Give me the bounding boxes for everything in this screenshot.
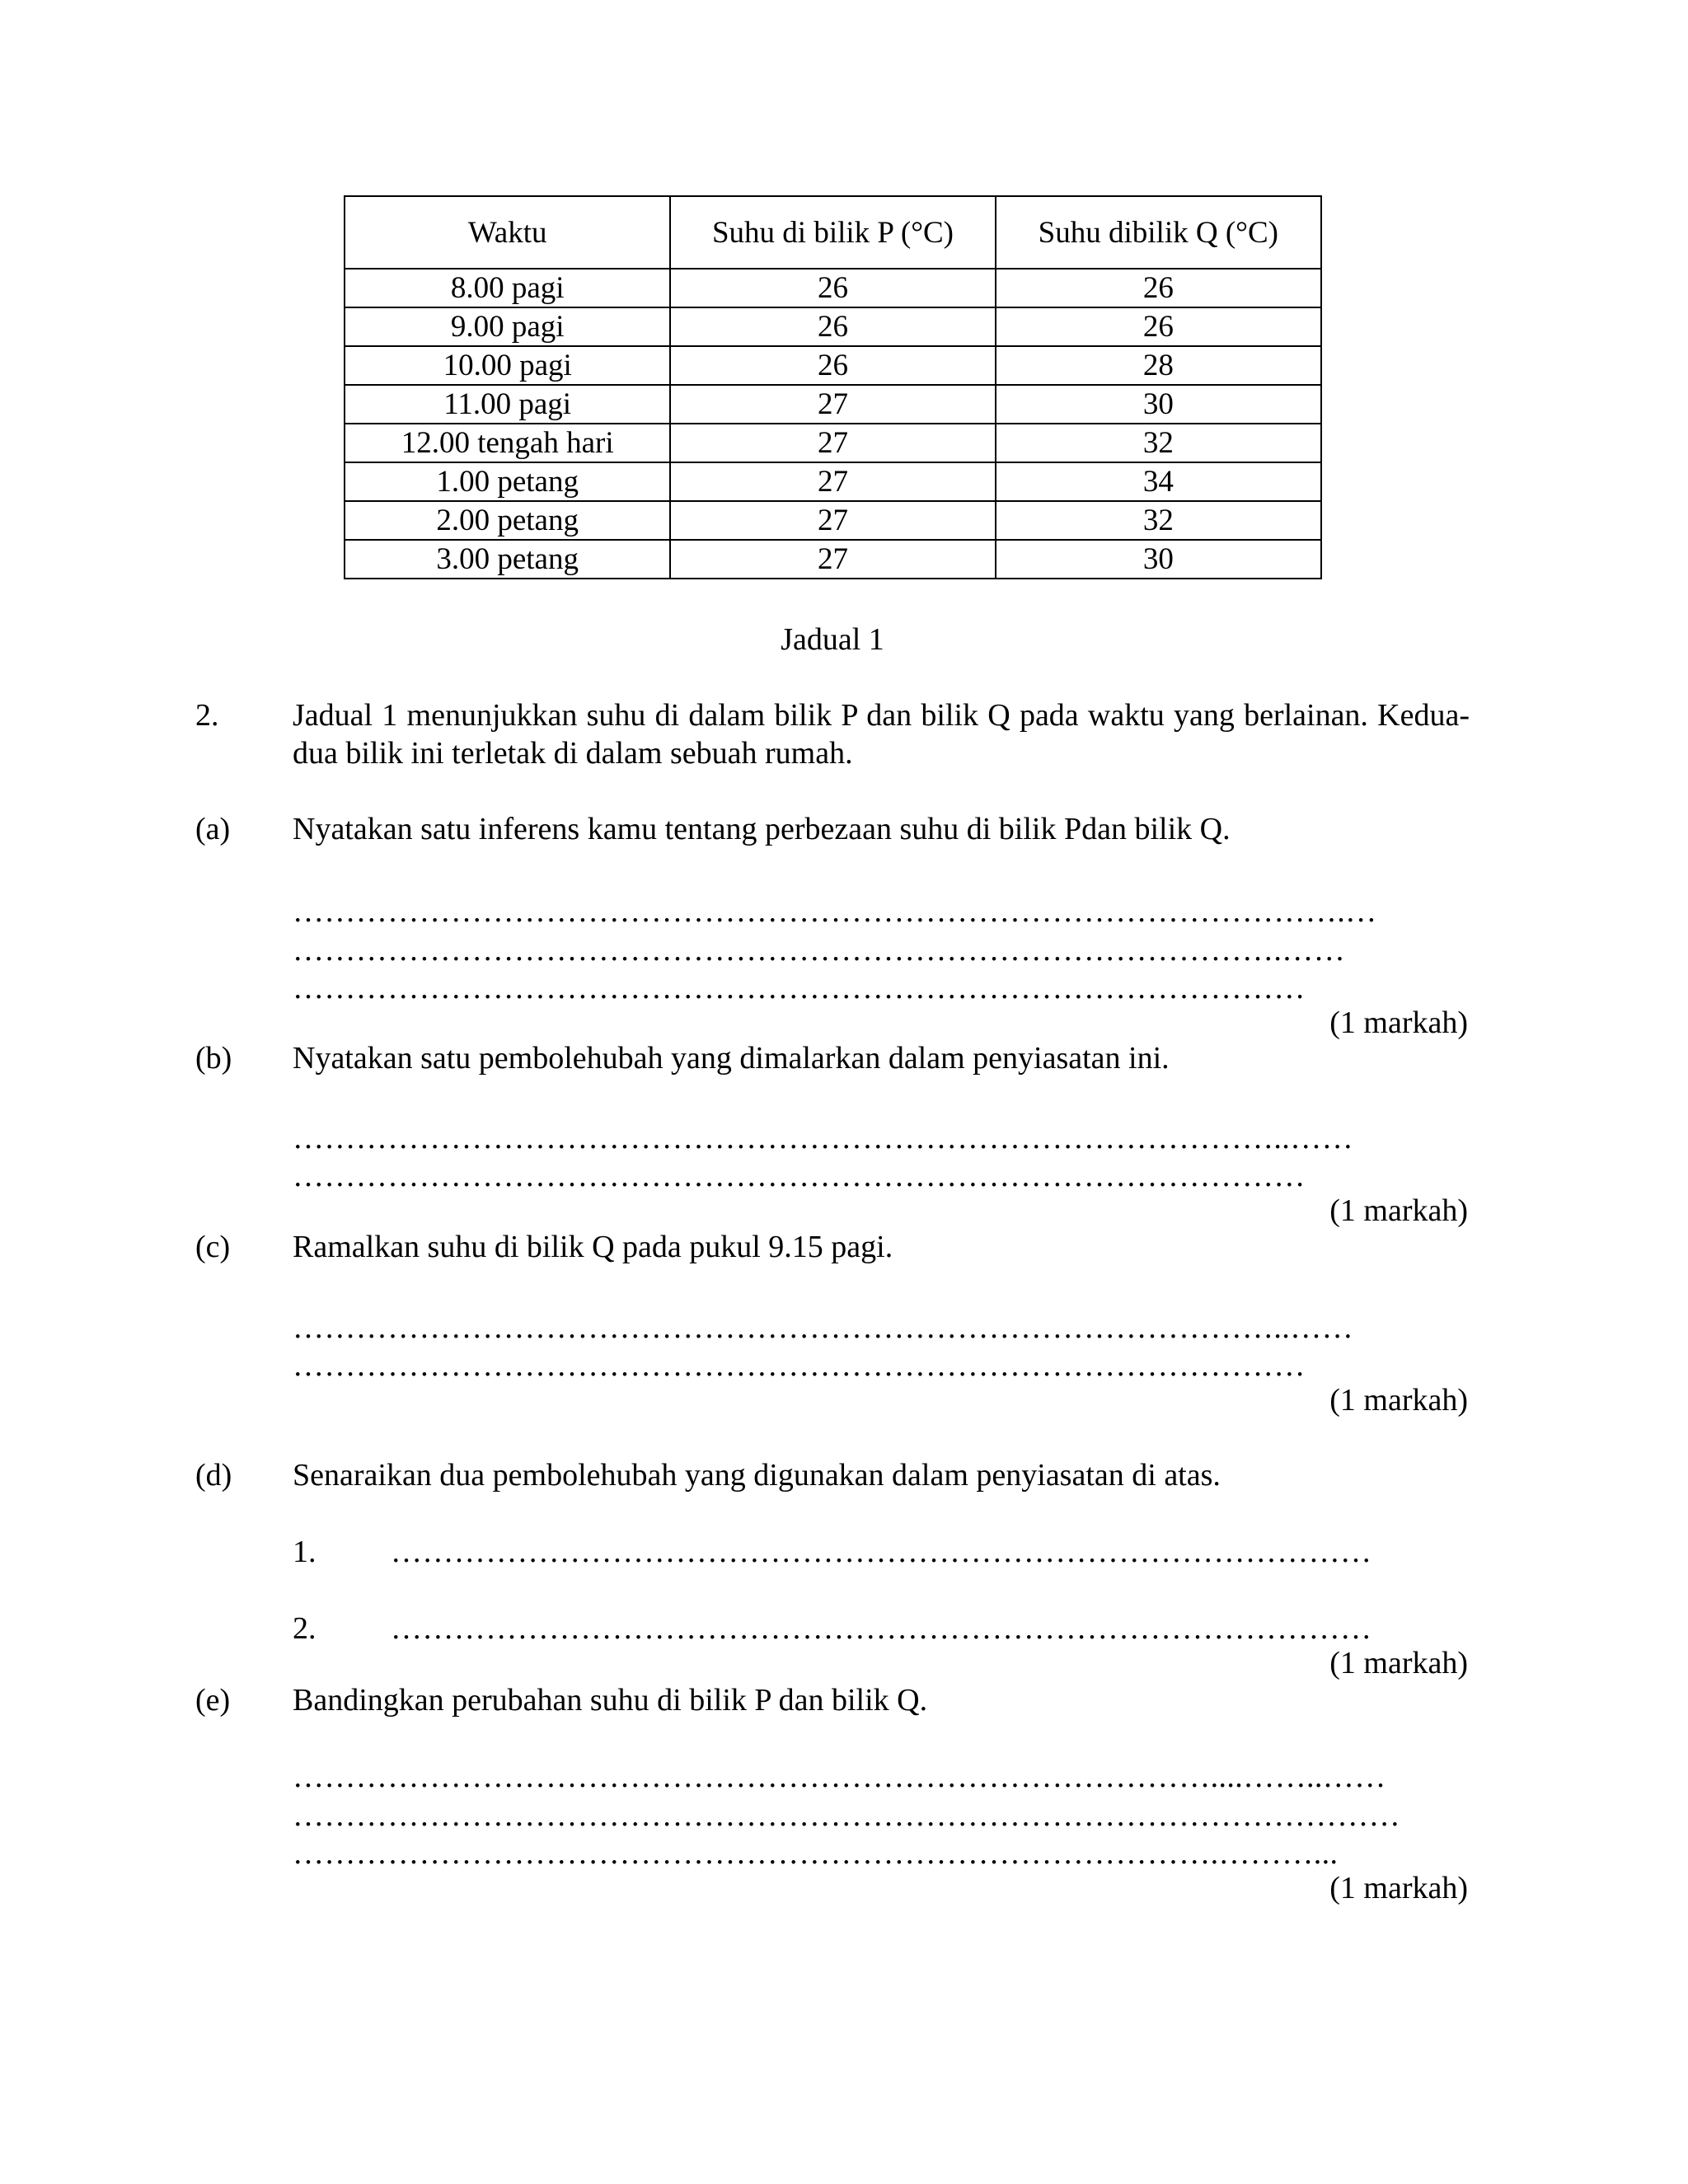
part-b-question: Nyatakan satu pembolehubah yang dimalarkan dalam penyiasatan ini. [293, 1041, 1170, 1076]
part-b-label: (b) [195, 1041, 232, 1076]
answer-line-e2[interactable]: …………………………………………………………………………………………… [293, 1798, 1400, 1833]
part-d-item-1-number: 1. [293, 1535, 316, 1569]
cell-temp-q: 32 [996, 424, 1321, 462]
cell-temp-p: 27 [670, 540, 995, 579]
answer-line-a2[interactable]: ………………………………………………………………………………….…… [293, 933, 1346, 968]
temperature-table [344, 195, 1322, 579]
answer-line-d2[interactable]: ………………………………………………………………………………… [391, 1611, 1372, 1646]
part-b-marks: (1 markah) [1329, 1193, 1468, 1228]
cell-temp-p: 26 [670, 269, 995, 307]
answer-line-a3[interactable]: …………………………………………………………………………………… [293, 971, 1306, 1005]
table-row [345, 501, 1321, 540]
part-d-marks: (1 markah) [1329, 1646, 1468, 1680]
part-d-question: Senaraikan dua pembolehubah yang digunakan dalam penyiasatan di atas. [293, 1458, 1221, 1493]
header-room-q: Suhu dibilik Q (°C) [996, 196, 1321, 269]
answer-line-b1[interactable]: …………………………………………………………………………………..…… [293, 1121, 1353, 1155]
cell-time: 8.00 pagi [345, 269, 670, 307]
cell-time: 11.00 pagi [345, 385, 670, 424]
table-row [345, 462, 1321, 501]
part-c-label: (c) [195, 1230, 231, 1264]
cell-temp-p: 27 [670, 462, 995, 501]
cell-temp-q: 26 [996, 269, 1321, 307]
part-a-label: (a) [195, 812, 231, 846]
answer-line-e1[interactable]: ……………………………………………………………………………....……..…… [293, 1760, 1386, 1794]
part-a-question: Nyatakan satu inferens kamu tentang perbezaan suhu di bilik Pdan bilik Q. [293, 812, 1231, 846]
table-row [345, 307, 1321, 346]
cell-temp-p: 27 [670, 424, 995, 462]
question-stem: Jadual 1 menunjukkan suhu di dalam bilik P dan bilik Q pada waktu yang berlainan. Kedua-dua bilik ini terletak di dalam sebuah rumah. [293, 698, 1470, 771]
part-e-label: (e) [195, 1683, 231, 1718]
table-row [345, 346, 1321, 385]
cell-temp-p: 27 [670, 501, 995, 540]
cell-temp-q: 28 [996, 346, 1321, 385]
cell-time: 3.00 petang [345, 540, 670, 579]
part-d-item-2-number: 2. [293, 1611, 316, 1646]
answer-line-c1[interactable]: …………………………………………………………………………………..…… [293, 1310, 1353, 1345]
cell-time: 12.00 tengah hari [345, 424, 670, 462]
table-row [345, 424, 1321, 462]
cell-temp-q: 30 [996, 540, 1321, 579]
cell-temp-q: 26 [996, 307, 1321, 346]
table-caption: Jadual 1 [781, 622, 884, 657]
cell-temp-q: 30 [996, 385, 1321, 424]
answer-line-c2[interactable]: …………………………………………………………………………………… [293, 1348, 1306, 1383]
answer-line-d1[interactable]: ………………………………………………………………………………… [391, 1535, 1372, 1569]
header-room-p: Suhu di bilik P (°C) [670, 196, 995, 269]
table-row [345, 385, 1321, 424]
cell-temp-p: 26 [670, 307, 995, 346]
question-number: 2. [195, 698, 219, 733]
cell-temp-q: 34 [996, 462, 1321, 501]
header-time: Waktu [345, 196, 670, 269]
cell-time: 1.00 petang [345, 462, 670, 501]
table-row [345, 540, 1321, 579]
part-e-question: Bandingkan perubahan suhu di bilik P dan bilik Q. [293, 1683, 928, 1718]
cell-time: 9.00 pagi [345, 307, 670, 346]
part-e-marks: (1 markah) [1329, 1871, 1468, 1905]
table-row [345, 269, 1321, 307]
answer-line-b2[interactable]: …………………………………………………………………………………… [293, 1159, 1306, 1193]
part-d-label: (d) [195, 1458, 232, 1493]
cell-time: 2.00 petang [345, 501, 670, 540]
cell-temp-p: 26 [670, 346, 995, 385]
table-header-row [345, 196, 1321, 269]
cell-temp-p: 27 [670, 385, 995, 424]
cell-temp-q: 32 [996, 501, 1321, 540]
answer-line-e3[interactable]: …………………………………………………………………………….………... [293, 1836, 1339, 1871]
part-c-marks: (1 markah) [1329, 1383, 1468, 1418]
part-c-question: Ramalkan suhu di bilik Q pada pukul 9.15 pagi. [293, 1230, 893, 1264]
cell-time: 10.00 pagi [345, 346, 670, 385]
part-a-marks: (1 markah) [1329, 1005, 1468, 1040]
answer-line-a1[interactable]: ……………………………………………………………………………………….… [293, 894, 1377, 929]
